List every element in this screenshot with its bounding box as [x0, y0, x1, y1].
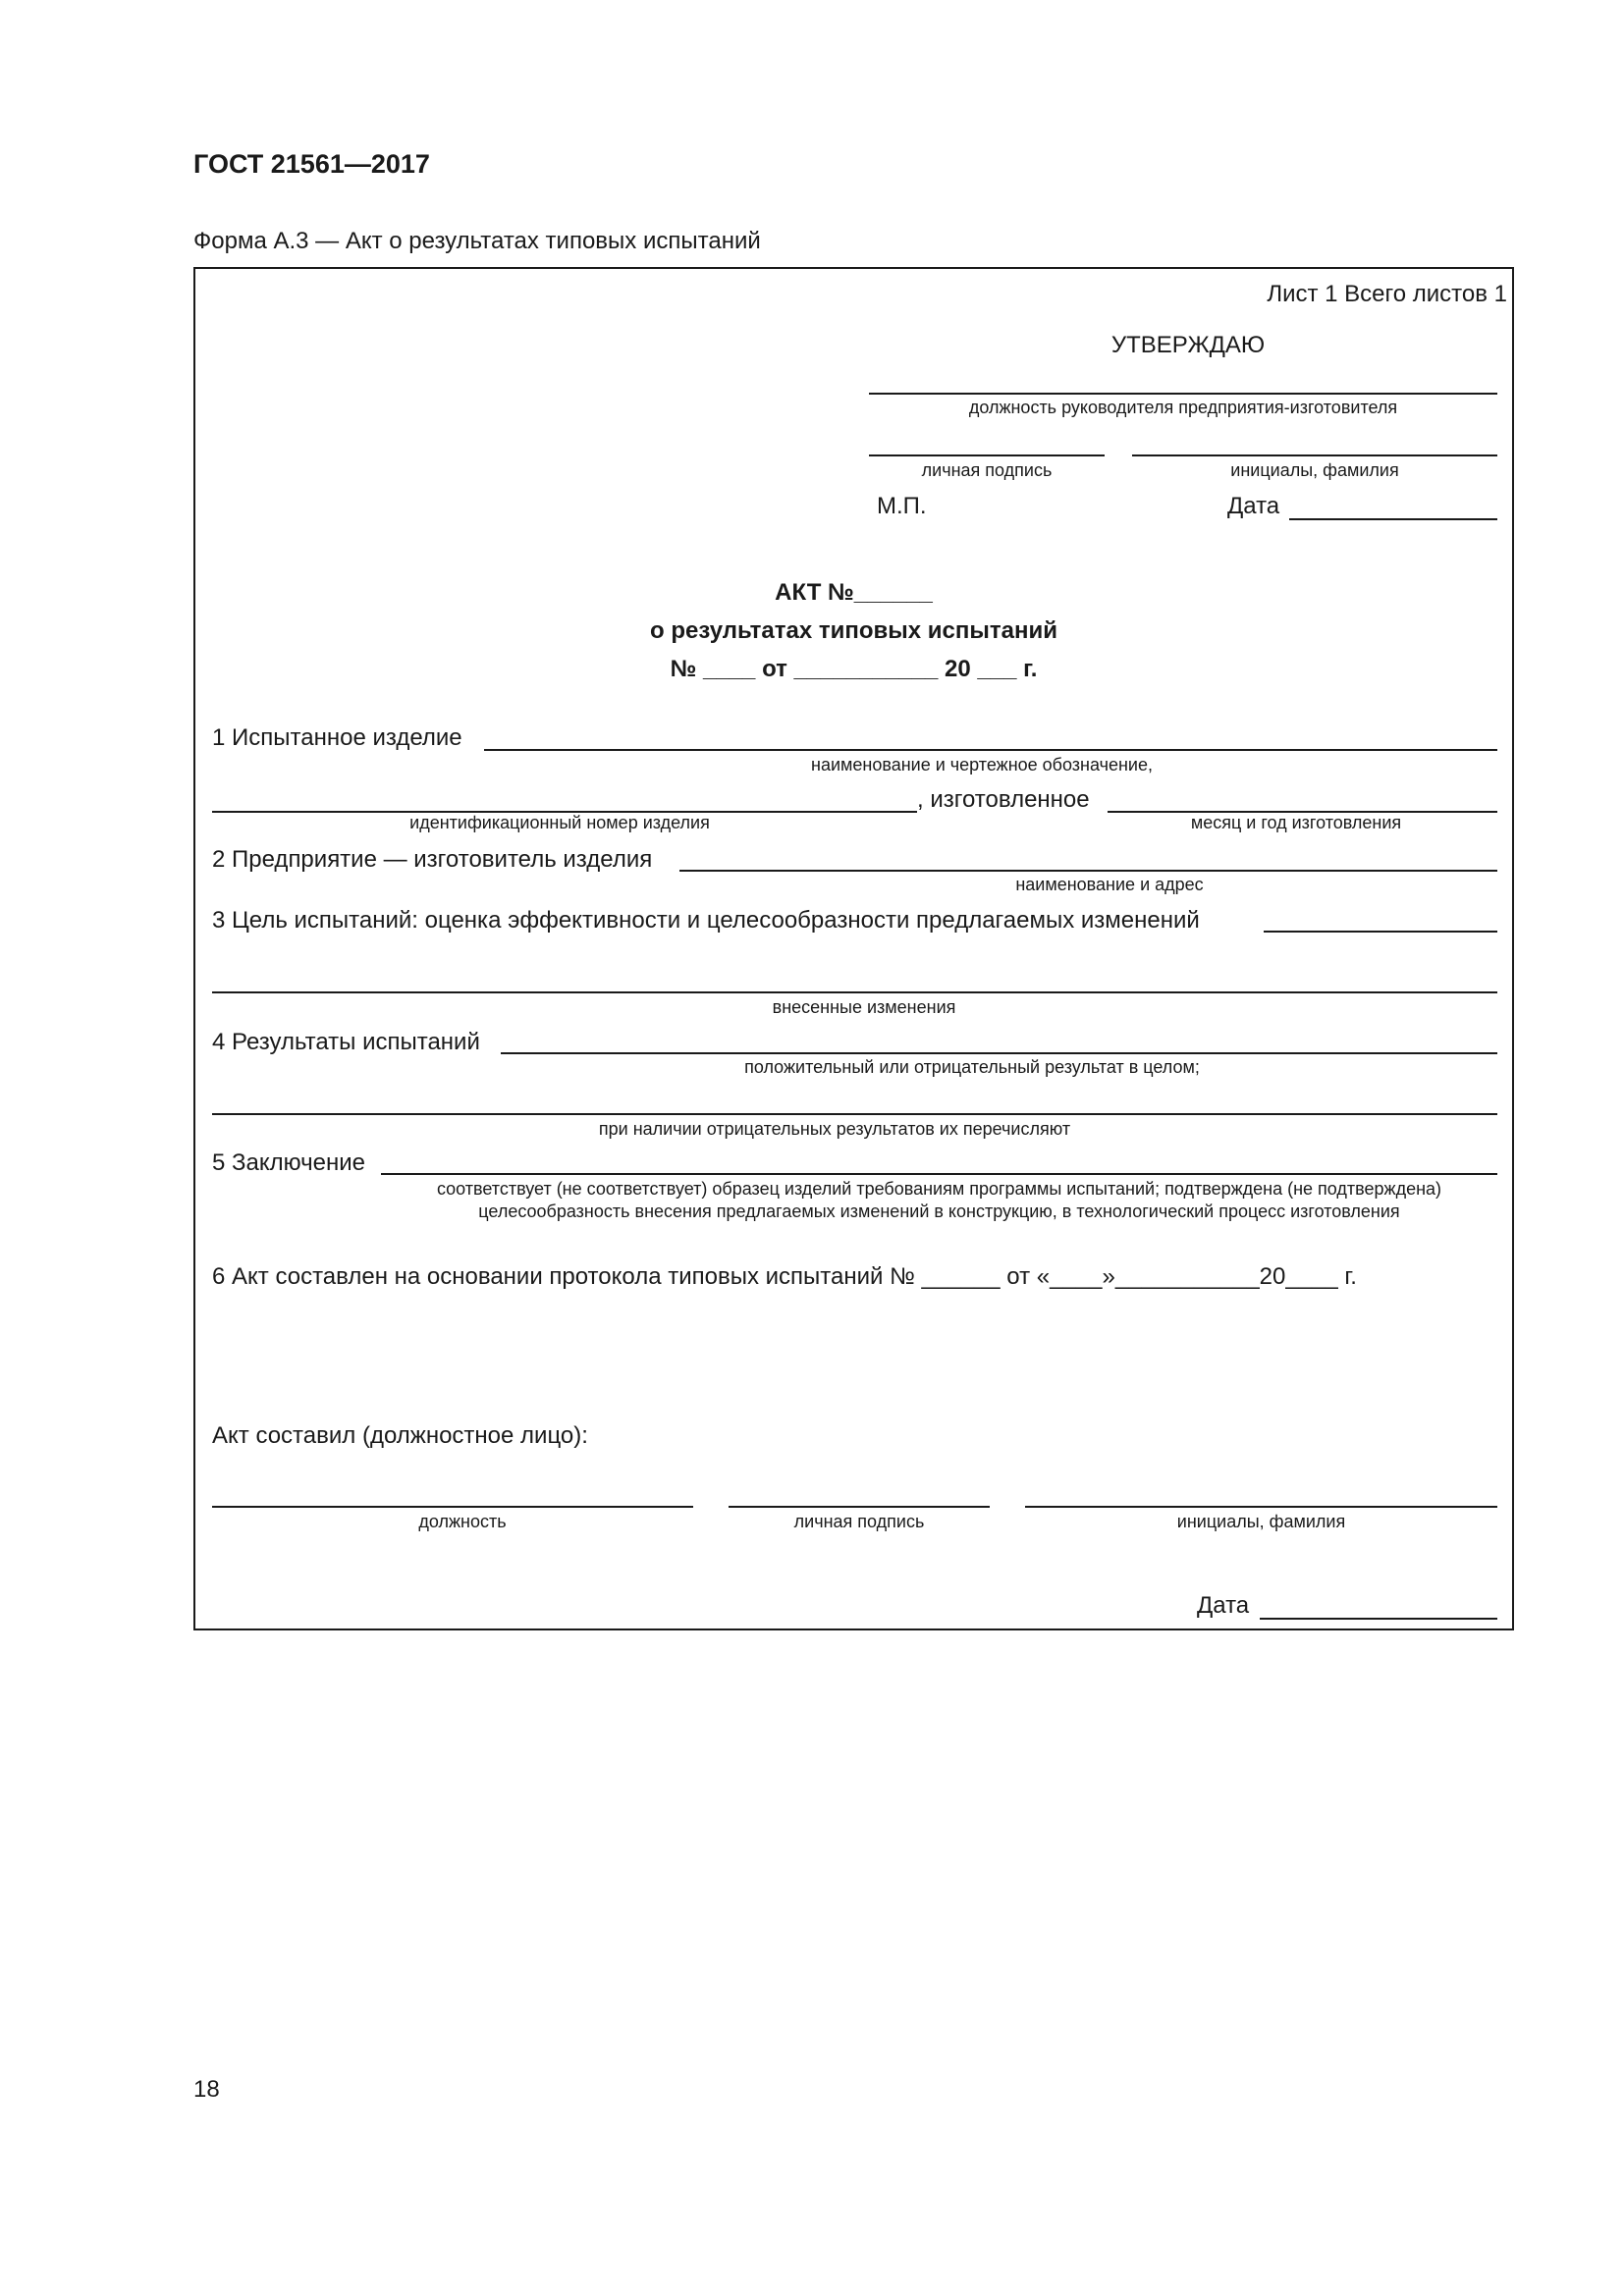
item1-id-hint: идентификационный номер изделия [409, 813, 710, 832]
act-number-date: № ____ от ___________ 20 ___ г. [670, 656, 1038, 682]
approver-position-line[interactable] [869, 393, 1497, 395]
approval-title: УТВЕРЖДАЮ [1110, 332, 1266, 358]
item3-label: 3 Цель испытаний: оценка эффективности и целесообразности предлагаемых изменений [212, 907, 1200, 934]
item4-hint: положительный или отрицательный результат в целом; [744, 1057, 1200, 1077]
item2-line[interactable] [679, 870, 1497, 872]
approval-date-line[interactable] [1289, 518, 1497, 520]
compiler-name-hint: инициалы, фамилия [1176, 1512, 1346, 1531]
approver-name-hint: инициалы, фамилия [1230, 460, 1399, 480]
item4-second-line[interactable] [212, 1113, 1497, 1115]
item2-label: 2 Предприятие — изготовитель изделия [212, 846, 653, 873]
item1-name-line[interactable] [484, 749, 1497, 751]
approval-date-label: Дата [1227, 493, 1280, 519]
item5-label: 5 Заключение [212, 1149, 365, 1176]
act-title: АКТ №______ [775, 579, 933, 606]
approver-position-hint: должность руководителя предприятия-изготовителя [968, 398, 1398, 417]
approver-signature-line[interactable] [869, 454, 1105, 456]
compiler-position-hint: должность [418, 1512, 507, 1531]
page-number: 18 [193, 2076, 220, 2103]
approver-signature-hint: личная подпись [921, 460, 1053, 480]
compiler-signature-hint: личная подпись [793, 1512, 925, 1531]
document-standard-header: ГОСТ 21561—2017 [193, 149, 430, 179]
item4-second-hint: при наличии отрицательных результатов их перечисляют [598, 1119, 1071, 1139]
compiler-position-line[interactable] [212, 1506, 693, 1508]
compiled-date-label: Дата [1197, 1592, 1250, 1619]
item6-text: 6 Акт составлен на основании протокола типовых испытаний № ______ от «____»___________20____ г. [212, 1263, 1357, 1290]
item5-line[interactable] [381, 1173, 1497, 1175]
compiled-date-line[interactable] [1260, 1618, 1497, 1620]
item4-line[interactable] [501, 1052, 1497, 1054]
compiled-by-label: Акт составил (должностное лицо): [212, 1422, 588, 1449]
form-caption: Форма А.3 — Акт о результатах типовых испытаний [193, 228, 761, 254]
seal-placeholder: М.П. [877, 493, 927, 519]
item4-label: 4 Результаты испытаний [212, 1029, 480, 1055]
item3-inline-line[interactable] [1264, 931, 1497, 933]
item5-hint-line1: соответствует (не соответствует) образец изделий требованиям программы испытаний; подтверждена (не подтверждена) [436, 1179, 1442, 1199]
item5-hint-line2: целесообразность внесения предлагаемых изменений в конструкцию, в технологический процесс изготовления [478, 1201, 1400, 1221]
item3-hint: внесенные изменения [772, 997, 956, 1017]
item1-date-hint: месяц и год изготовления [1190, 813, 1402, 832]
compiler-signature-line[interactable] [729, 1506, 990, 1508]
item1-name-hint: наименование и чертежное обозначение, [811, 755, 1153, 774]
item2-hint: наименование и адрес [1015, 875, 1204, 894]
item1-made-label: , изготовленное [917, 786, 1090, 813]
act-subtitle: о результатах типовых испытаний [650, 617, 1057, 644]
compiler-name-line[interactable] [1025, 1506, 1497, 1508]
approver-name-line[interactable] [1132, 454, 1497, 456]
item3-changes-line[interactable] [212, 991, 1497, 993]
item1-label: 1 Испытанное изделие [212, 724, 462, 751]
sheet-info: Лист 1 Всего листов 1 [1267, 281, 1507, 307]
